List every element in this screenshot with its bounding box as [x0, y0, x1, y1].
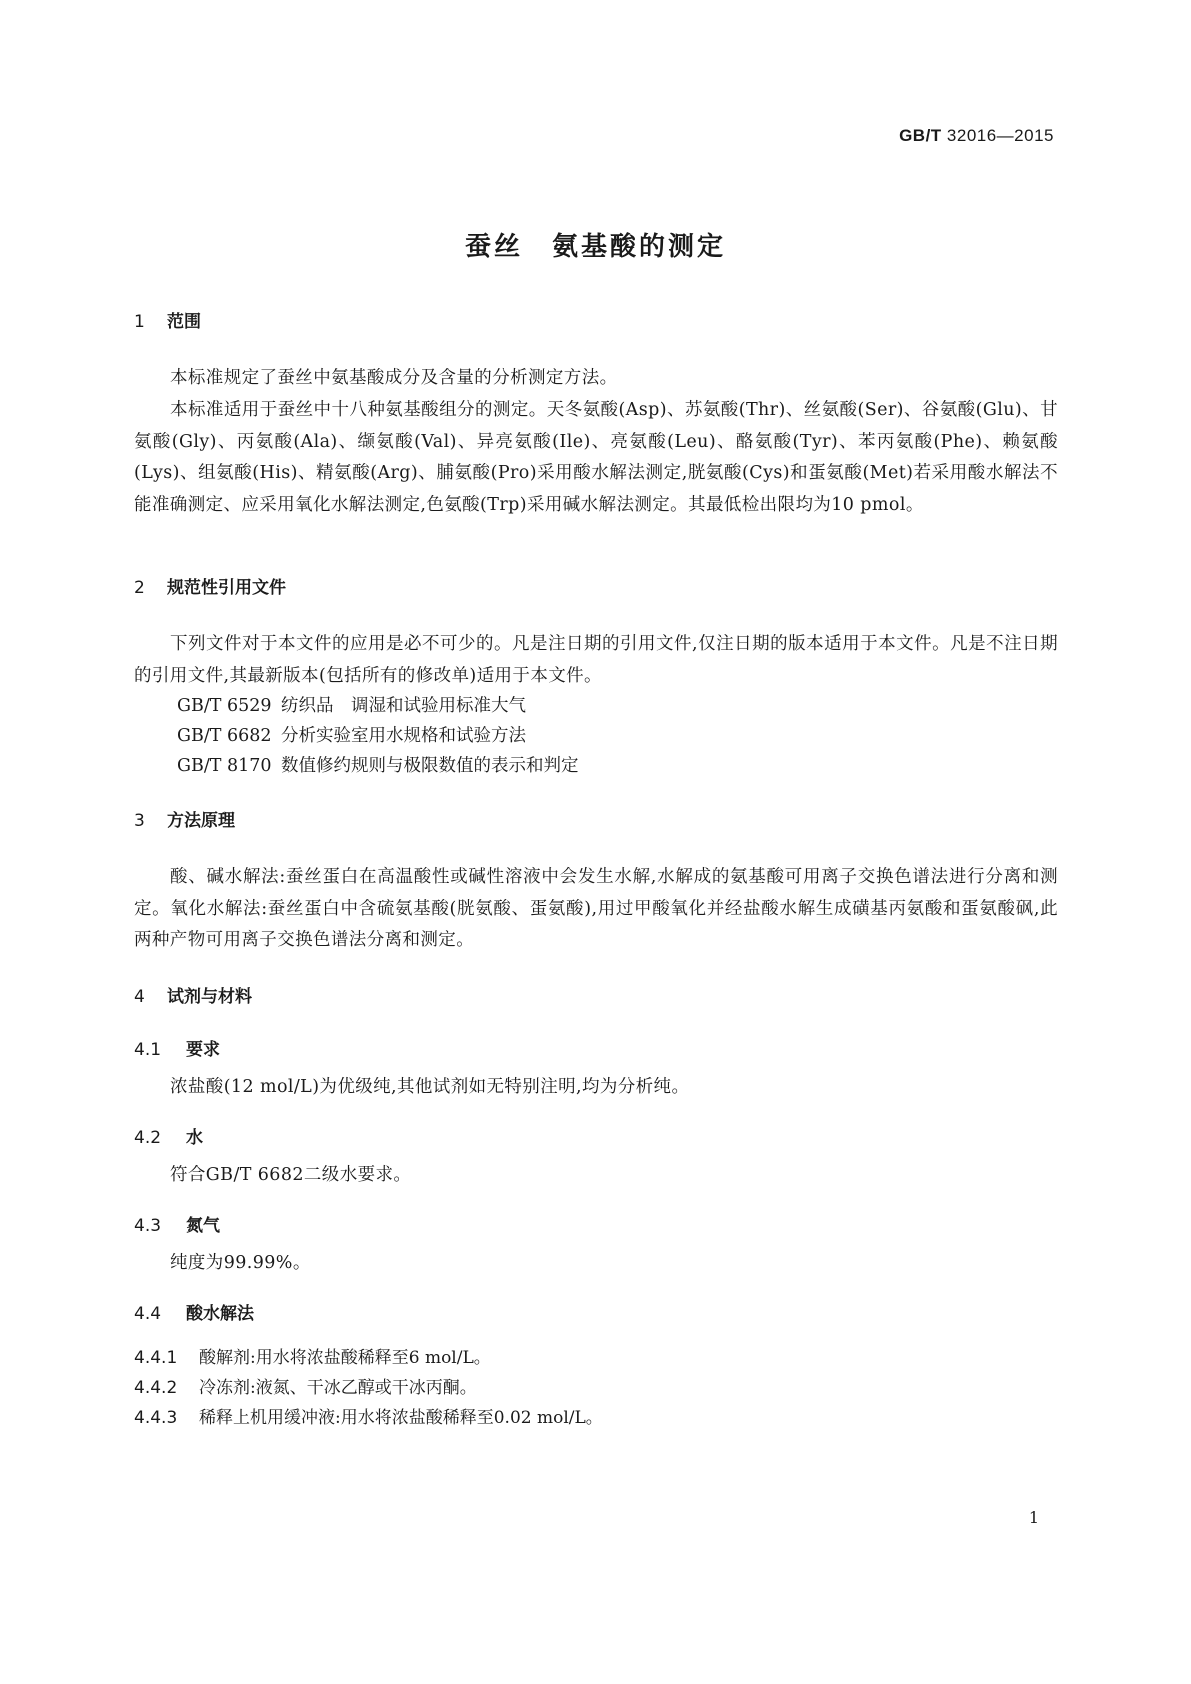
clause-number: 4.4.1 — [134, 1348, 178, 1368]
section-title: 范围 — [167, 312, 201, 332]
section-4-3-heading — [134, 1211, 220, 1236]
section-title: 氮气 — [186, 1216, 220, 1236]
clause-4-4-2 — [134, 1373, 477, 1398]
section-number: 1 — [134, 312, 145, 332]
section-4-2-heading — [134, 1123, 203, 1148]
section-3-heading — [134, 806, 235, 831]
section-title: 试剂与材料 — [167, 987, 252, 1007]
section-4-heading — [134, 982, 252, 1007]
section-number: 4 — [134, 987, 145, 1007]
page-number: 1 — [1028, 1508, 1039, 1527]
clause-4-4-1 — [134, 1343, 491, 1368]
reference-item — [177, 692, 526, 717]
section-title: 规范性引用文件 — [167, 578, 286, 598]
reference-code: GB/T 6529 — [177, 696, 272, 716]
reference-item — [177, 752, 579, 777]
clause-text: 酸解剂:用水将浓盐酸稀释至6 mol/L。 — [199, 1348, 491, 1368]
section-title: 要求 — [186, 1040, 220, 1060]
standard-number: 32016—2015 — [946, 126, 1054, 145]
clause-number: 4.4.3 — [134, 1408, 178, 1428]
section-number: 4.2 — [134, 1128, 162, 1148]
reference-item — [177, 722, 526, 747]
reference-code: GB/T 6682 — [177, 726, 272, 746]
clause-text: 稀释上机用缓冲液:用水将浓盐酸稀释至0.02 mol/L。 — [199, 1408, 603, 1428]
section-1-para-1: 本标准规定了蚕丝中氨基酸成分及含量的分析测定方法。 — [170, 368, 618, 388]
section-title: 酸水解法 — [186, 1304, 254, 1324]
section-1-para-2: 本标准适用于蚕丝中十八种氨基酸组分的测定。天冬氨酸(Asp)、苏氨酸(Thr)、丝氨酸(Ser)、谷氨酸(Glu)、甘氨酸(Gly)、丙氨酸(Ala)、缬氨酸(Val)、异亮氨酸(Ile)、亮氨酸(Leu)、酪氨酸(Tyr)、苯丙氨酸(Phe)、赖氨酸(Lys)、组氨酸(His)、精氨酸(Arg)、脯氨酸(Pro)采用酸水解法测定,胱氨酸(Cys)和蛋氨酸(Met)若采用酸水解法不能准确测定、应采用氧化水解法测定,色氨酸(Trp)采用碱水解法测定。其最低检出限均为10 pmol。 — [134, 400, 1058, 515]
clause-text: 冷冻剂:液氮、干冰乙醇或干冰丙酮。 — [199, 1378, 477, 1398]
section-number: 2 — [134, 578, 145, 598]
standard-code — [899, 126, 1054, 146]
reference-title: 纺织品 调湿和试验用标准大气 — [281, 696, 526, 716]
standard-prefix: GB/T — [899, 126, 942, 145]
section-title: 水 — [186, 1128, 203, 1148]
section-2-heading — [134, 573, 286, 598]
clause-4-4-3 — [134, 1403, 603, 1428]
section-4-1-heading — [134, 1035, 220, 1060]
reference-code: GB/T 8170 — [177, 756, 272, 776]
reference-title: 数值修约规则与极限数值的表示和判定 — [281, 756, 579, 776]
section-4-1-para: 浓盐酸(12 mol/L)为优级纯,其他试剂如无特别注明,均为分析纯。 — [170, 1077, 690, 1097]
section-4-4-heading — [134, 1299, 254, 1324]
clause-number: 4.4.2 — [134, 1378, 178, 1398]
reference-title: 分析实验室用水规格和试验方法 — [281, 726, 526, 746]
section-number: 4.1 — [134, 1040, 162, 1060]
section-number: 3 — [134, 811, 145, 831]
section-number: 4.4 — [134, 1304, 162, 1324]
section-4-3-para: 纯度为99.99%。 — [170, 1253, 311, 1273]
document-title: 蚕丝 氨基酸的测定 — [464, 232, 726, 262]
section-title: 方法原理 — [167, 811, 235, 831]
section-1-heading — [134, 307, 201, 332]
section-3-para-1: 酸、碱水解法:蚕丝蛋白在高温酸性或碱性溶液中会发生水解,水解成的氨基酸可用离子交换色谱法进行分离和测定。氧化水解法:蚕丝蛋白中含硫氨基酸(胱氨酸、蛋氨酸),用过甲酸氧化并经盐酸水解生成磺基丙氨酸和蛋氨酸砜,此两种产物可用离子交换色谱法分离和测定。 — [134, 867, 1058, 950]
section-4-2-para: 符合GB/T 6682二级水要求。 — [170, 1165, 412, 1185]
section-number: 4.3 — [134, 1216, 162, 1236]
section-2-para-1: 下列文件对于本文件的应用是必不可少的。凡是注日期的引用文件,仅注日期的版本适用于本文件。凡是不注日期的引用文件,其最新版本(包括所有的修改单)适用于本文件。 — [134, 634, 1058, 686]
